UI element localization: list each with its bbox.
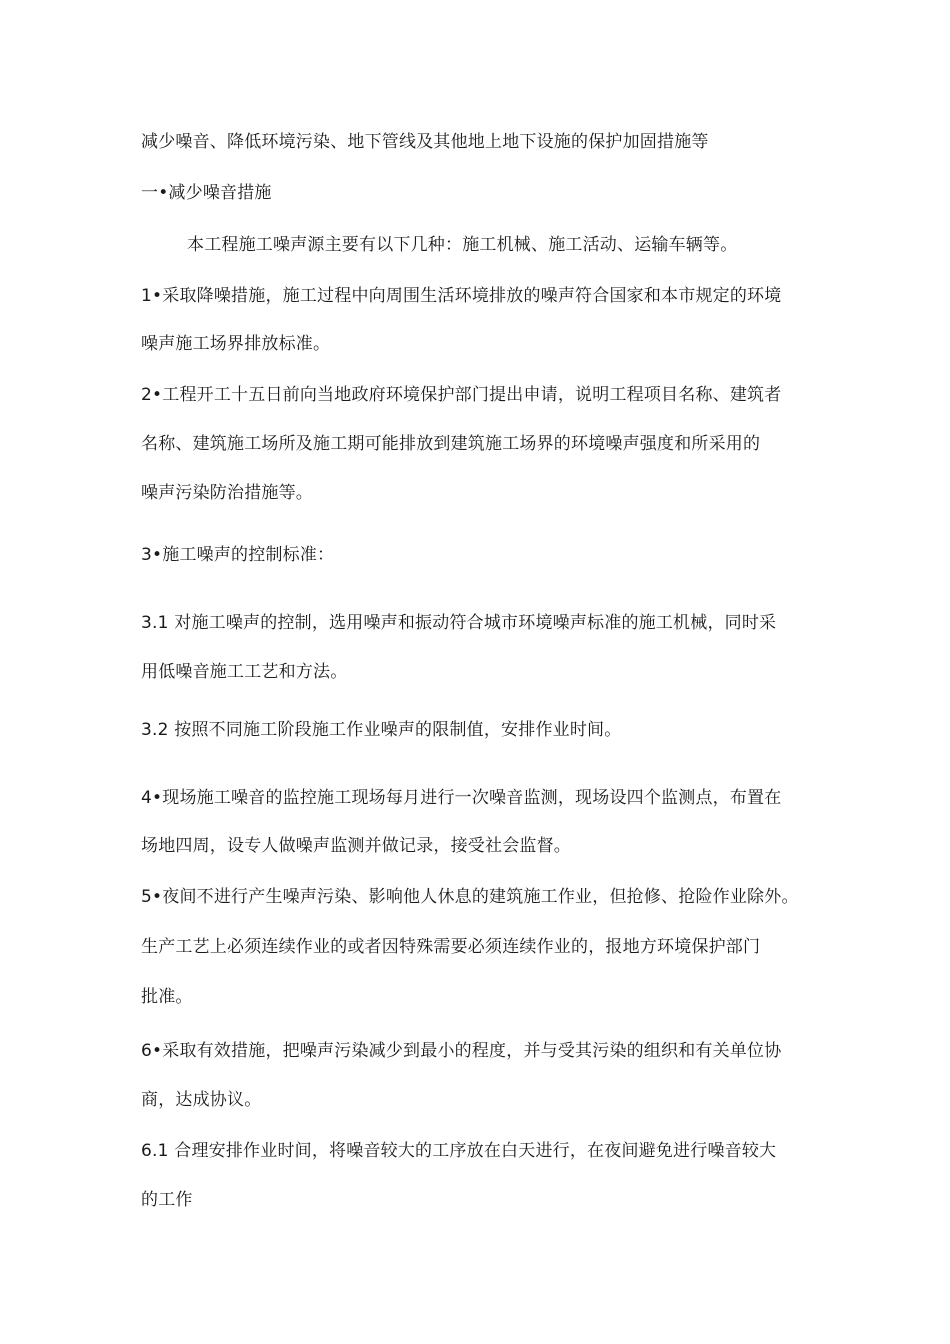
item-2-line-2: 名称、建筑施工场所及施工期可能排放到建筑施工场界的环境噪声强度和所采用的 xyxy=(141,434,761,454)
item-6-1-line-2: 的工作 xyxy=(141,1190,193,1210)
item-2-line-3: 噪声污染防治措施等。 xyxy=(141,483,313,503)
item-1-line-1: 1•采取降噪措施，施工过程中向周围生活环境排放的噪声符合国家和本市规定的环境 xyxy=(141,286,782,306)
item-6-line-2: 商，达成协议。 xyxy=(141,1090,262,1110)
item-3-1-line-2: 用低噪音施工工艺和方法。 xyxy=(141,662,348,682)
item-5-line-1: 5•夜间不进行产生噪声污染、影响他人休息的建筑施工作业，但抢修、抢险作业除外。 xyxy=(141,887,799,907)
item-2-line-1: 2•工程开工十五日前向当地政府环境保护部门提出申请，说明工程项目名称、建筑者 xyxy=(141,385,782,405)
item-3-2: 3.2 按照不同施工阶段施工作业噪声的限制值，安排作业时间。 xyxy=(141,720,622,740)
item-4-line-2: 场地四周，设专人做噪声监测并做记录，接受社会监督。 xyxy=(141,836,571,856)
item-4-line-1: 4•现场施工噪音的监控施工现场每月进行一次噪音监测，现场设四个监测点，布置在 xyxy=(141,788,782,808)
section-heading: 一•减少噪音措施 xyxy=(141,183,272,203)
intro-paragraph: 本工程施工噪声源主要有以下几种：施工机械、施工活动、运输车辆等。 xyxy=(187,235,738,255)
item-6-line-1: 6•采取有效措施，把噪声污染减少到最小的程度，并与受其污染的组织和有关单位协 xyxy=(141,1041,782,1061)
item-5-line-3: 批准。 xyxy=(141,987,193,1007)
item-5-line-2: 生产工艺上必须连续作业的或者因特殊需要必须连续作业的，报地方环境保护部门 xyxy=(141,937,761,957)
item-3: 3•施工噪声的控制标准： xyxy=(141,545,335,565)
item-6-1-line-1: 6.1 合理安排作业时间，将噪音较大的工序放在白天进行，在夜间避免进行噪音较大 xyxy=(141,1141,777,1161)
document-title: 减少噪音、降低环境污染、地下管线及其他地上地下设施的保护加固措施等 xyxy=(141,132,709,152)
item-3-1-line-1: 3.1 对施工噪声的控制，选用噪声和振动符合城市环境噪声标准的施工机械，同时采 xyxy=(141,613,777,633)
item-1-line-2: 噪声施工场界排放标准。 xyxy=(141,334,331,354)
